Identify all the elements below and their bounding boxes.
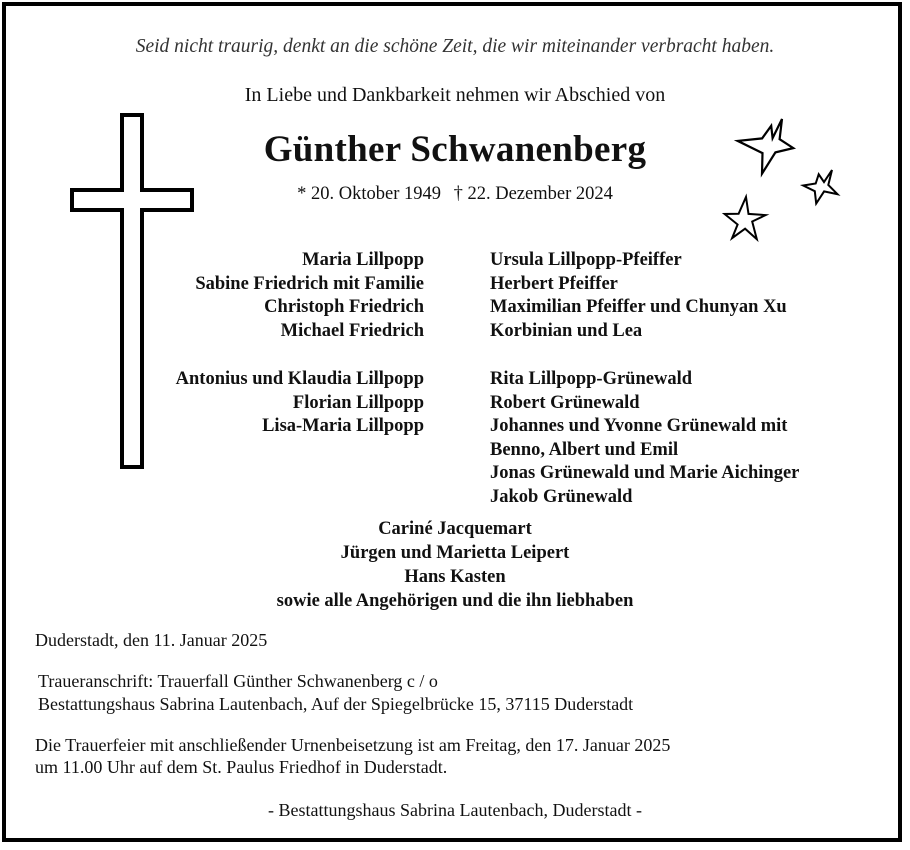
mourner-name: Jakob Grünewald [490,486,633,507]
address-line: Bestattungshaus Sabrina Lautenbach, Auf der Spiegelbrücke 15, 37115 Duderstadt [38,694,634,714]
star-small-icon [803,170,837,204]
mourner-name: Maximilian Pfeiffer und Chunyan Xu [490,297,787,318]
mourner-name: Antonius und Klaudia Lillpopp [175,369,424,389]
star-medium-icon [725,197,766,239]
mourner-name: Michael Friedrich [280,320,424,341]
mourner-name: Herbert Pfeiffer [490,273,618,294]
mourners-group1-left [195,249,424,343]
ceremony-line: um 11.00 Uhr auf dem St. Paulus Friedhof in Duderstadt. [35,757,448,777]
mourner-name: Korbinian und Lea [490,320,643,341]
birth-date: * 20. Oktober 1949 [297,184,441,204]
ceremony-line: Die Trauerfeier mit anschließender Urnenbeisetzung ist am Freitag, den 17. Januar 2025 [35,735,671,755]
mourning-address [38,670,633,716]
mourner-name: Benno, Albert und Emil [490,439,679,460]
mourner-name: Hans Kasten [404,567,506,587]
mourner-name: Lisa-Maria Lillpopp [262,416,424,437]
mourner-closing-line: sowie alle Angehörigen und die ihn liebhaben [276,591,634,611]
address-line: Traueranschrift: Trauerfall Günther Schwanenberg c / o [38,671,438,691]
mourner-name: Jürgen und Marietta Leipert [340,543,570,563]
mourner-name: Ursula Lillpopp-Pfeiffer [490,250,682,270]
mourner-name: Maria Lillpopp [302,250,424,270]
place-date: Duderstadt, den 11. Januar 2025 [35,630,268,650]
mourners-group2-left [176,368,424,439]
motto: Seid nicht traurig, denkt an die schöne Zeit, die wir miteinander verbracht haben. [135,36,775,57]
mourner-name: Sabine Friedrich mit Familie [195,273,424,294]
mourner-name: Cariné Jacquemart [378,519,532,539]
stars-icon [720,115,845,245]
mourners-group1-right [490,249,787,343]
mourner-name: Christoph Friedrich [264,297,424,318]
deceased-name: Günther Schwanenberg [263,129,647,170]
mourner-name: Robert Grünewald [490,392,640,413]
intro-line: In Liebe und Dankbarkeit nehmen wir Abschied von [244,84,666,106]
mourner-name: Rita Lillpopp-Grünewald [490,369,693,389]
mourner-name: Johannes und Yvonne Grünewald mit [490,416,788,437]
mourners-center [0,517,910,613]
mourner-name: Florian Lillpopp [292,392,424,413]
death-date: † 22. Dezember 2024 [453,184,613,204]
mourners-group2-right [490,368,799,510]
funeral-home-footer: - Bestattungshaus Sabrina Lautenbach, Duderstadt - [268,800,642,820]
ceremony-info [35,734,670,778]
star-large-icon [738,119,794,174]
mourner-name: Jonas Grünewald und Marie Aichinger [490,463,800,484]
